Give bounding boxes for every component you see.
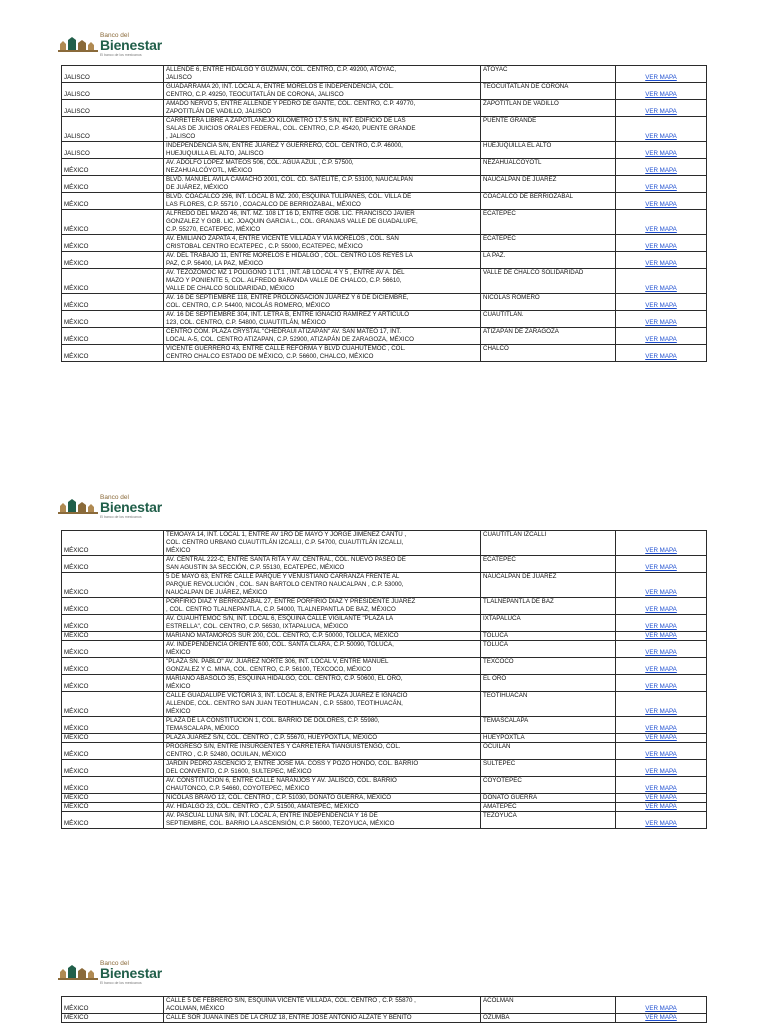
table-row [62,100,707,117]
address-line: AMADO NERVO 5, ENTRE ALLENDE Y PEDRO DE GANTE, COL. CENTRO, C.P. 49770, [166,100,416,107]
address-cell [164,997,481,1014]
municipality-cell: IXTAPALUCA [481,615,616,632]
state-cell: MÉXICO [62,235,164,252]
ver-mapa-link[interactable]: VER MAPA [616,117,707,142]
address-line: PARQUE REVOLUCIÓN , COL. SAN BARTOLO CENTRO NAUCALPAN , C.P. 53000, [166,581,404,588]
address-line: AV. PASCUAL LUNA S/N, INT. LOCAL A, ENTRE INDEPENDENCIA Y 16 DE [166,812,378,819]
state-cell: MÉXICO [62,345,164,362]
ver-mapa-link[interactable]: VER MAPA [616,812,707,829]
address-line: MÉXICO [166,649,191,656]
municipality-cell: ATOYAC [481,66,616,83]
table-row [62,269,707,294]
state-cell: MÉXICO [62,531,164,556]
address-cell [164,311,481,328]
address-cell [164,83,481,100]
address-line: AV. TEZOZOMOC MZ 1 POLIGONO 1 LT.1 , INT. AB LOCAL 4 Y 5 , ENTRE AV A. DEL [166,269,405,276]
state-cell: MÉXICO [62,269,164,294]
address-line: CARRETERA LIBRE A ZAPOTLANEJO KILOMETRO 17.5 S/N, INT. EDIFICIO DE LAS [166,117,406,124]
logo-tagline: El banco de los mexicanos [100,981,142,985]
state-cell: JALISCO [62,117,164,142]
table-row [62,252,707,269]
address-line: SALAS DE JUICIOS ORALES FEDERAL, COL. CENTRO, C.P. 45420, PUENTE GRANDE [166,125,416,132]
table-row [62,615,707,632]
address-line: COL. CENTRO, C.P. 54400, NICOLÁS ROMERO, MÉXICO [166,302,330,309]
state-cell: MÉXICO [62,777,164,794]
ver-mapa-link[interactable]: VER MAPA [616,734,707,743]
municipality-cell: PUENTE GRANDE [481,117,616,142]
bank-logo [58,960,170,984]
table-row [62,66,707,83]
ver-mapa-link[interactable]: VER MAPA [616,743,707,760]
table-row [62,117,707,142]
table-row [62,159,707,176]
address-line: PAZ, C.P. 56400, LA PAZ, MÉXICO [166,260,263,267]
address-line: , JALISCO [166,133,196,140]
address-cell [164,556,481,573]
state-cell: MÉXICO [62,717,164,734]
ver-mapa-link[interactable]: VER MAPA [616,598,707,615]
address-line: 123, COL. CENTRO, C.P. 54800, CUAUTITLÁN, MÉXICO [166,319,326,326]
table-row [62,812,707,829]
address-line: ACOLMAN, MÉXICO [166,1005,225,1012]
address-cell [164,717,481,734]
municipality-cell: TEOTIHUACAN [481,692,616,717]
address-line: AV. CUAUHTEMOC S/N, INT. LOCAL 6, ESQUINA CALLE VIGILANTE "PLAZA LA [166,615,394,622]
ver-mapa-link[interactable]: VER MAPA [616,717,707,734]
table-row [62,598,707,615]
address-line: AV. CONSTITUCIÓN 6, ENTRE CALLE NARANJOS Y AV. JALISCO, COL. BARRIO [166,777,397,784]
address-line: DE JUÁREZ, MÉXICO [166,184,229,191]
state-cell: MÉXICO [62,641,164,658]
address-line: AV. 16 DE SEPTIEMBRE 304, INT. LETRA B, ENTRE IGNACIO RAMÍREZ Y ARTICULO [166,311,410,318]
table-row [62,294,707,311]
table-row [62,176,707,193]
address-cell [164,328,481,345]
ver-mapa-link[interactable]: VER MAPA [616,294,707,311]
ver-mapa-link[interactable]: VER MAPA [616,193,707,210]
address-cell [164,269,481,294]
state-cell: MÉXICO [62,252,164,269]
address-line: AV. 16 DE SEPTIEMBRE 118, ENTRE PROLONGACION JUAREZ Y 6 DE DICIEMBRE, [166,294,409,301]
logo-tagline: El banco de los mexicanos [100,515,142,519]
ver-mapa-link[interactable]: VER MAPA [616,675,707,692]
table-row [62,531,707,556]
table-row [62,803,707,812]
state-cell: MÉXICO [62,812,164,829]
address-cell [164,176,481,193]
state-cell: MÉXICO [62,760,164,777]
logo-title: Bienestar [100,37,163,53]
municipality-cell: VALLE DE CHALCO SOLIDARIDAD [481,269,616,294]
table-row [62,997,707,1014]
address-cell [164,803,481,812]
address-line: TEMASCALAPA, MÉXICO [166,725,240,732]
address-cell [164,1014,481,1023]
table-row [62,573,707,598]
ver-mapa-link[interactable]: VER MAPA [616,658,707,675]
address-line: 5 DE MAYO 63, ENTRE CALLE PARQUE Y VENUSTIANO CARRANZA FRENTE AL [166,573,400,580]
address-line: "PLAZA SN. PABLO" AV. JUAREZ NORTE 306, INT. LOCAL V, ENTRE MANUEL [166,658,389,665]
table-row [62,777,707,794]
municipality-cell: NAUCALPAN DE JUÁREZ [481,176,616,193]
branch-table [61,530,707,829]
municipality-cell: OZUMBA [481,1014,616,1023]
table-row [62,210,707,235]
ver-mapa-link[interactable]: VER MAPA [616,556,707,573]
table-row [62,743,707,760]
state-cell: JALISCO [62,142,164,159]
ver-mapa-link[interactable]: VER MAPA [616,100,707,117]
table-row [62,717,707,734]
state-cell: JALISCO [62,83,164,100]
address-line: CALLE SOR JUANA INÉS DE LA CRUZ 18, ENTRE JOSÉ ANTONIO ALZATE Y BENITO [166,1014,412,1021]
address-cell [164,142,481,159]
state-cell: MÉXICO [62,328,164,345]
address-line: CENTRO , C.P. 52480, OCUILAN, MÉXICO [166,751,287,758]
address-line: JALISCO [166,74,192,81]
municipality-cell: TOLUCA [481,632,616,641]
address-cell [164,812,481,829]
address-line: COL. CENTRO URBANO CUAUTITLÁN IZCALLI, C.P. 54700, CUAUTITLÁN IZCALLI, [166,539,404,546]
municipality-cell: TEMASCALAPA [481,717,616,734]
ver-mapa-link[interactable]: VER MAPA [616,692,707,717]
address-line: VALLE DE CHALCO SOLIDARIDAD, MÉXICO [166,285,295,292]
address-cell [164,531,481,556]
address-line: PLAZA JUÁREZ S/N, COL. CENTRO , C.P. 55670, HUEYPOXTLA, MÉXICO [166,734,378,741]
ver-mapa-link[interactable]: VER MAPA [616,345,707,362]
table-row [62,658,707,675]
address-cell [164,641,481,658]
address-cell [164,210,481,235]
municipality-cell: CUAUTITLÁN IZCALLI [481,531,616,556]
logo-tagline: El banco de los mexicanos [100,53,142,57]
ver-mapa-link[interactable]: VER MAPA [616,66,707,83]
address-line: PORFIRIO DIAZ Y BERRIOZABAL 27, ENTRE PORFIRIO DIAZ Y PRESIDENTE JUÁREZ [166,598,416,605]
table-row [62,734,707,743]
municipality-cell: OCUILAN [481,743,616,760]
address-cell [164,658,481,675]
municipality-cell: SULTEPEC [481,760,616,777]
state-cell: MÉXICO [62,615,164,632]
municipality-cell: LA PAZ. [481,252,616,269]
address-line: , COL. CENTRO TLALNEPANTLA, C.P. 54000, TLALNEPANTLA DE BAZ, MÉXICO [166,606,396,613]
address-cell [164,66,481,83]
ver-mapa-link[interactable]: VER MAPA [616,159,707,176]
address-line: CALLE 5 DE FEBRERO S/N, ESQUINA VICENTE VILLADA, COL. CENTRO , C.P. 55870 , [166,997,416,1004]
ver-mapa-link[interactable]: VER MAPA [616,573,707,598]
building-skyline-icon [58,35,98,55]
address-line: SEPTIEMBRE, COL. BARRIO LA ASCENSIÓN, C.P. 56000, TEZOYUCA, MÉXICO [166,820,395,827]
address-line: JARDIN PEDRO ASCENCIO 2, ENTRE JOSE MA. COSS Y POZO HONDO, COL. BARRIO [166,760,419,767]
table-row [62,142,707,159]
state-cell: MÉXICO [62,803,164,812]
ver-mapa-link[interactable]: VER MAPA [616,794,707,803]
bank-logo [58,494,170,518]
address-cell [164,794,481,803]
state-cell: MÉXICO [62,658,164,675]
ver-mapa-link[interactable]: VER MAPA [616,997,707,1014]
address-cell [164,598,481,615]
state-cell: MÉXICO [62,210,164,235]
state-cell: MÉXICO [62,294,164,311]
table-row [62,760,707,777]
branch-table [61,65,707,362]
address-line: PROGRESO S/N, ENTRE INSURGENTES Y CARRETERA TIANGUISTENGO, COL. [166,743,401,750]
state-cell: MÉXICO [62,159,164,176]
municipality-cell: COYOTEPEC [481,777,616,794]
table-row [62,641,707,658]
address-cell [164,675,481,692]
address-line: CRISTOBAL CENTRO ECATEPEC , C.P. 55000, ECATEPEC, MÉXICO [166,243,363,250]
table-row [62,794,707,803]
address-cell [164,100,481,117]
ver-mapa-link[interactable]: VER MAPA [616,311,707,328]
table-row [62,692,707,717]
address-cell [164,193,481,210]
address-cell [164,734,481,743]
address-cell [164,760,481,777]
municipality-cell: AMATEPEC [481,803,616,812]
address-line: AV. HIDALGO 23, COL. CENTRO , C.P. 51500, AMATEPEC, MÉXICO [166,803,359,810]
address-line: C.P. 55270, ECATEPEC, MÉXICO [166,226,261,233]
logo-title: Bienestar [100,965,163,981]
municipality-cell: TEZOYUCA [481,812,616,829]
ver-mapa-link[interactable]: VER MAPA [616,777,707,794]
municipality-cell: ACOLMAN [481,997,616,1014]
address-line: CENTRO COM. PLAZA CRYSTAL "CHEDRAUI ATIZAPÁN" AV. SAN MATEO 17, INT. [166,328,402,335]
address-line: HUEJUQUILLA EL ALTO, JALISCO [166,150,264,157]
address-line: AV. DEL TRABAJO 11, ENTRE MORELOS E HIDALGO , COL. CENTRO LOS REYES LA [166,252,413,259]
address-cell [164,777,481,794]
state-cell: MÉXICO [62,675,164,692]
municipality-cell: DONATO GUERRA [481,794,616,803]
table-row [62,235,707,252]
state-cell: MÉXICO [62,311,164,328]
state-cell: MÉXICO [62,997,164,1014]
municipality-cell: CHALCO [481,345,616,362]
ver-mapa-link[interactable]: VER MAPA [616,531,707,556]
ver-mapa-link[interactable]: VER MAPA [616,142,707,159]
municipality-cell: ECATEPEC [481,235,616,252]
municipality-cell: HUEJUQUILLA EL ALTO [481,142,616,159]
municipality-cell: NEZAHUALCÓYOTL [481,159,616,176]
ver-mapa-link[interactable]: VER MAPA [616,641,707,658]
address-line: ZAPOTITLÁN DE VADILLO, JALISCO [166,108,272,115]
municipality-cell: COACALCO DE BERRIOZABAL [481,193,616,210]
table-row [62,193,707,210]
address-cell [164,117,481,142]
address-line: NEZAHUALCÓYOTL, MÉXICO [166,167,253,174]
table-row [62,556,707,573]
address-line: GUADARRAMA 20, INT. LOCAL A, ENTRE MORELOS E INDEPENDENCIA, COL. [166,83,394,90]
state-cell: MÉXICO [62,176,164,193]
address-line: BLVD. MANUEL AVILA CAMACHO 2001, COL. CD. SATELITE, C.P. 53100, NAUCALPAN [166,176,413,183]
ver-mapa-link[interactable]: VER MAPA [616,83,707,100]
ver-mapa-link[interactable]: VER MAPA [616,803,707,812]
address-line: MAZO Y PONIENTE 5, COL. ALFREDO BARANDA VALLE DE CHALCO, C.P. 56610, [166,277,402,284]
address-line: ALLENDE 6, ENTRE HIDALGO Y GUZMAN, COL. CENTRO, C.P. 49200, ATOYAC, [166,66,397,73]
address-line: NICOLAS BRAVO 12, COL. CENTRO , C.P. 51030, DONATO GUERRA, MÉXICO [166,794,392,801]
address-line: ALLENDE, COL. CENTRO SAN JUAN TEOTIHUACAN , C.P. 55800, TEOTIHUACÁN, [166,700,403,707]
table-row [62,675,707,692]
table-row [62,311,707,328]
address-cell [164,345,481,362]
address-line: CENTRO, C.P. 49250, TEOCUITATLÁN DE CORONA, JALISCO [166,91,344,98]
address-cell [164,692,481,717]
state-cell: MÉXICO [62,743,164,760]
address-cell [164,252,481,269]
municipality-cell: NAUCALPAN DE JUÁREZ [481,573,616,598]
address-line: MARIANO MATAMOROS SUR 200, COL. CENTRO, C.P. 50000, TOLUCA, MÉXICO [166,632,399,639]
municipality-cell: NICOLAS ROMERO [481,294,616,311]
address-line: LOCAL A-5, COL. CENTRO ATIZAPAN, C.P. 52900, ATIZAPÁN DE ZARAGOZA, MÉXICO [166,336,414,343]
address-line: SAN AGUSTIN 3A SECCIÓN, C.P. 55130, ECATEPEC, MÉXICO [166,564,345,571]
address-line: PLAZA DE LA CONSTITUCION 1, COL. BARRIO DE DOLORES, C.P. 55980, [166,717,380,724]
municipality-cell: TLALNEPANTLA DE BAZ [481,598,616,615]
address-line: NAUCALPAN DE JUÁREZ, MÉXICO [166,589,268,596]
state-cell: MÉXICO [62,632,164,641]
ver-mapa-link[interactable]: VER MAPA [616,328,707,345]
address-line: CENTRO CHALCO ESTADO DE MÉXICO, C.P. 56600, CHALCO, MÉXICO [166,353,374,360]
municipality-cell: ECATEPEC [481,556,616,573]
municipality-cell: TEOCUITATLÁN DE CORONA [481,83,616,100]
logo-small-text: Banco del [100,494,129,501]
state-cell: MÉXICO [62,734,164,743]
state-cell: MÉXICO [62,556,164,573]
address-cell [164,743,481,760]
table-row [62,632,707,641]
ver-mapa-link[interactable]: VER MAPA [616,1014,707,1023]
address-line: BLVD. COACALCO 296, INT. LOCAL B MZ. 200, ESQUINA TULIPANES, COL. VILLA DE [166,193,412,200]
building-skyline-icon [58,497,98,517]
branch-table [61,996,707,1023]
logo-title: Bienestar [100,499,163,515]
ver-mapa-link[interactable]: VER MAPA [616,632,707,641]
municipality-cell: ATIZAPÁN DE ZARAGOZA [481,328,616,345]
table-row [62,83,707,100]
bank-logo [58,32,170,56]
municipality-cell: TEXCOCO [481,658,616,675]
address-line: VICENTE GUERRERO 43, ENTRE CALLE REFORMA Y BLVD CUAHUTEMOC , COL. [166,345,406,352]
municipality-cell: EL ORO [481,675,616,692]
state-cell: MÉXICO [62,794,164,803]
address-line: DEL CONVENTO, C.P. 51600, SULTEPEC, MÉXICO [166,768,312,775]
state-cell: MÉXICO [62,573,164,598]
address-line: AV. ADOLFO LÓPEZ MATEOS 506, COL. AGUA AZUL , C.P. 57500, [166,159,354,166]
address-cell [164,235,481,252]
address-line: GONZALEZ Y C. MINA, COL. CENTRO, C.P. 56100, TEXCOCO, MÉXICO [166,666,372,673]
state-cell: MÉXICO [62,598,164,615]
state-cell: MÉXICO [62,692,164,717]
address-line: ESTRELLA", COL. CENTRO, C.P. 56530, IXTAPALUCA, MÉXICO [166,623,349,630]
address-line: GONZALEZ Y GOB. LIC. JOAQUIN GARCIA L., COL. GRANJAS VALLE DE GUADALUPE, [166,218,418,225]
address-line: MÉXICO [166,683,191,690]
address-cell [164,615,481,632]
state-cell: JALISCO [62,100,164,117]
municipality-cell: ZAPOTITLÁN DE VADILLO [481,100,616,117]
ver-mapa-link[interactable]: VER MAPA [616,210,707,235]
state-cell: MÉXICO [62,1014,164,1023]
building-skyline-icon [58,963,98,983]
address-line: CALLE GUADALUPE VICTORIA 3, INT. LOCAL 8, ENTRE PLAZA JUÁREZ E IGNACIO [166,692,408,699]
state-cell: MÉXICO [62,193,164,210]
logo-small-text: Banco del [100,960,129,967]
municipality-cell: HUEYPOXTLA [481,734,616,743]
address-cell [164,632,481,641]
address-line: MÉXICO [166,547,191,554]
address-line: INDEPENDENCIA S/N, ENTRE JUAREZ Y GUERRERO, COL. CENTRO, C.P. 46000, [166,142,403,149]
ver-mapa-link[interactable]: VER MAPA [616,176,707,193]
municipality-cell: TOLUCA [481,641,616,658]
ver-mapa-link[interactable]: VER MAPA [616,269,707,294]
ver-mapa-link[interactable]: VER MAPA [616,615,707,632]
address-cell [164,294,481,311]
address-line: ALFREDO DEL MAZO 46, INT. MZ. 108 LT 16 D, ENTRE GOB. LIC. FRANCISCO JAVIER [166,210,415,217]
ver-mapa-link[interactable]: VER MAPA [616,235,707,252]
address-cell [164,573,481,598]
address-line: AV. INDEPENDENCIA ORIENTE 600, COL. SANTA CLARA, C.P. 50090, TOLUCA, [166,641,394,648]
municipality-cell: CUAUTITLÁN. [481,311,616,328]
table-row [62,1014,707,1023]
address-line: TEMOAYA 14, INT. LOCAL 1, ENTRE AV 1RO DE MAYO Y JORGE JIMENEZ CANTU , [166,531,407,538]
address-line: AV. CENTRAL 222-C, ENTRE SANTA RITA Y AV. CENTRAL, COL. NUEVO PASEO DE [166,556,406,563]
table-row [62,345,707,362]
address-line: AV. EMILIANO ZAPATA 4, ENTRE VICENTE VILLADA Y VÍA MORELOS , COL. SAN [166,235,399,242]
address-line: LAS FLORES, C.P. 55710 , COACALCO DE BERRIOZABAL, MÉXICO [166,201,361,208]
address-cell [164,159,481,176]
ver-mapa-link[interactable]: VER MAPA [616,760,707,777]
address-line: CHAUTONCO, C.P. 54660, COYOTEPEC, MÉXICO [166,785,310,792]
municipality-cell: ECATEPEC [481,210,616,235]
ver-mapa-link[interactable]: VER MAPA [616,252,707,269]
address-line: MÉXICO [166,708,191,715]
table-row [62,328,707,345]
state-cell: JALISCO [62,66,164,83]
logo-small-text: Banco del [100,32,129,39]
address-line: MARIANO ABASOLO 35, ESQUINA HIDALGO, COL. CENTRO, C.P. 50600, EL ORO, [166,675,403,682]
